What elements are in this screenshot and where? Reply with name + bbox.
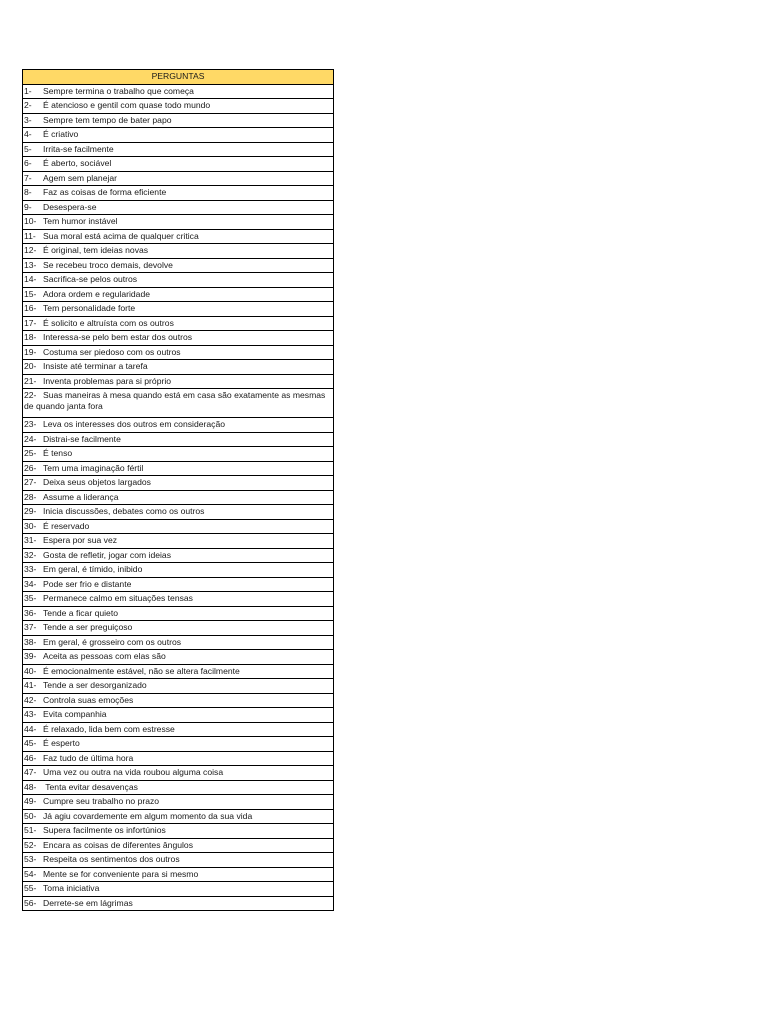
- question-cell[interactable]: [23, 447, 334, 462]
- question-text: Uma vez ou outra na vida roubou alguma coisa: [43, 767, 224, 777]
- question-cell[interactable]: [23, 519, 334, 534]
- table-row: [23, 113, 334, 128]
- question-cell[interactable]: [23, 766, 334, 781]
- question-text: Derrete-se em lágrimas: [43, 897, 133, 908]
- question-cell[interactable]: [23, 505, 334, 520]
- question-number: 54-: [24, 868, 37, 879]
- question-text: Já agiu covardemente em algum momento da sua vida: [43, 810, 253, 821]
- question-text: É atencioso e gentil com quase todo mundo: [43, 100, 211, 110]
- question-number: 51-: [24, 825, 37, 835]
- table-row: [23, 490, 334, 505]
- question-number: 49-: [24, 796, 37, 806]
- table-row: [23, 331, 334, 346]
- question-cell[interactable]: [23, 896, 334, 911]
- question-number: 4-: [24, 129, 32, 139]
- question-text: Sua moral está acima de qualquer critica: [43, 230, 199, 241]
- question-number: 25-: [24, 448, 37, 458]
- question-number: 20-: [24, 361, 37, 371]
- question-number: 30-: [24, 520, 37, 531]
- question-number: 39-: [24, 651, 37, 661]
- table-row: [23, 142, 334, 157]
- question-text: É original, tem ideias novas: [43, 245, 149, 255]
- question-text: Assume a liderança: [43, 491, 119, 502]
- question-cell[interactable]: [23, 882, 334, 897]
- table-row: [23, 722, 334, 737]
- question-text: Se recebeu troco demais, devolve: [43, 259, 173, 270]
- question-text: É reservado: [43, 520, 90, 531]
- question-number: 41-: [24, 680, 37, 690]
- question-text: Em geral, é tímido, inibido: [43, 564, 143, 574]
- table-row: [23, 345, 334, 360]
- question-number: 29-: [24, 506, 37, 516]
- question-text: Encara as coisas de diferentes ângulos: [43, 839, 194, 850]
- question-number: 50-: [24, 810, 37, 821]
- table-row: [23, 447, 334, 462]
- question-cell[interactable]: [23, 171, 334, 186]
- question-cell[interactable]: [23, 606, 334, 621]
- table-row: [23, 809, 334, 824]
- question-cell[interactable]: [23, 287, 334, 302]
- table-row: [23, 664, 334, 679]
- table-row: [23, 606, 334, 621]
- question-text: Desespera-se: [43, 201, 97, 212]
- question-cell[interactable]: [23, 128, 334, 143]
- question-number: 6-: [24, 158, 32, 168]
- question-text: Sempre tem tempo de bater papo: [43, 114, 172, 125]
- table-row: [23, 548, 334, 563]
- question-text: Adora ordem e regularidade: [43, 288, 151, 299]
- question-number: 8-: [24, 187, 32, 197]
- question-cell[interactable]: [23, 200, 334, 215]
- question-cell[interactable]: [23, 360, 334, 375]
- question-number: 27-: [24, 477, 37, 487]
- question-text: É aberto, sociável: [43, 158, 112, 168]
- question-text: Tende a ser preguiçoso: [43, 622, 133, 632]
- question-cell[interactable]: [23, 867, 334, 882]
- question-cell[interactable]: [23, 780, 334, 795]
- table-row: [23, 215, 334, 230]
- table-row: [23, 200, 334, 215]
- table-row: [23, 99, 334, 114]
- question-cell[interactable]: [23, 853, 334, 868]
- question-text: Tenta evitar desavenças: [43, 781, 138, 792]
- question-cell[interactable]: [23, 99, 334, 114]
- question-text: É emocionalmente estável, não se altera facilmente: [43, 665, 240, 676]
- table-row: [23, 316, 334, 331]
- question-cell[interactable]: [23, 563, 334, 578]
- question-text: Distrai-se facilmente: [43, 433, 121, 444]
- question-cell[interactable]: [23, 157, 334, 172]
- table-row: [23, 693, 334, 708]
- question-text: Insiste até terminar a tarefa: [43, 361, 148, 371]
- table-row: [23, 157, 334, 172]
- question-text: Inventa problemas para si próprio: [43, 375, 172, 386]
- question-cell[interactable]: [23, 838, 334, 853]
- question-number: 12-: [24, 245, 37, 255]
- question-number: 24-: [24, 433, 37, 444]
- question-cell[interactable]: [23, 316, 334, 331]
- question-cell[interactable]: [23, 345, 334, 360]
- question-number: 13-: [24, 259, 37, 270]
- header-row: [23, 70, 334, 85]
- question-text: Irrita-se facilmente: [43, 143, 114, 154]
- table-row: [23, 795, 334, 810]
- question-text: Tem uma imaginação fértil: [43, 462, 144, 473]
- question-text: Tende a ser desorganizado: [43, 680, 147, 690]
- question-number: 36-: [24, 607, 37, 618]
- question-text: Controla suas emoções: [43, 694, 134, 705]
- question-cell[interactable]: [23, 461, 334, 476]
- question-number: 9-: [24, 201, 32, 212]
- table-row: [23, 273, 334, 288]
- table-row: [23, 635, 334, 650]
- question-number: 53-: [24, 854, 37, 864]
- question-number: 23-: [24, 419, 37, 429]
- question-number: 43-: [24, 709, 37, 719]
- question-cell[interactable]: [23, 84, 334, 99]
- question-number: 22-: [24, 390, 37, 400]
- table-row: [23, 432, 334, 447]
- table-row: [23, 679, 334, 694]
- table-row: [23, 374, 334, 389]
- question-text: Sempre termina o trabalho que começa: [43, 85, 194, 96]
- table-row: [23, 737, 334, 752]
- question-cell[interactable]: [23, 751, 334, 766]
- question-text: Inicia discussões, debates como os outros: [43, 506, 205, 516]
- question-text: Aceita as pessoas com elas são: [43, 651, 166, 661]
- question-text: Sacrifica-se pelos outros: [43, 274, 138, 284]
- table-row: [23, 592, 334, 607]
- question-cell[interactable]: [23, 113, 334, 128]
- table-row: [23, 780, 334, 795]
- question-text: Faz as coisas de forma eficiente: [43, 187, 167, 197]
- table-row: [23, 824, 334, 839]
- question-cell[interactable]: [23, 809, 334, 824]
- table-row: [23, 853, 334, 868]
- question-number: 10-: [24, 216, 37, 226]
- question-number: 15-: [24, 288, 37, 299]
- table-row: [23, 476, 334, 491]
- question-cell[interactable]: [23, 389, 334, 418]
- table-row: [23, 258, 334, 273]
- question-text: Em geral, é grosseiro com os outros: [43, 636, 182, 647]
- question-number: 3-: [24, 114, 32, 125]
- table-row: [23, 563, 334, 578]
- question-number: 48-: [24, 781, 37, 792]
- question-cell[interactable]: [23, 418, 334, 433]
- table-row: [23, 389, 334, 418]
- question-text: É solicito e altruísta com os outros: [43, 317, 174, 328]
- question-cell[interactable]: [23, 490, 334, 505]
- question-text: Suas maneiras à mesa quando está em casa são exatamente as mesmas de quando janta fora: [24, 390, 326, 411]
- question-text: Pode ser frio e distante: [43, 578, 132, 589]
- question-cell[interactable]: [23, 534, 334, 549]
- header-cell[interactable]: PERGUNTAS: [23, 70, 334, 85]
- question-cell[interactable]: [23, 722, 334, 737]
- question-text: Mente se for conveniente para si mesmo: [43, 868, 199, 879]
- question-number: 14-: [24, 274, 37, 284]
- question-number: 35-: [24, 593, 37, 603]
- questions-body: [23, 84, 334, 911]
- question-cell[interactable]: [23, 258, 334, 273]
- question-cell[interactable]: [23, 635, 334, 650]
- table-row: [23, 621, 334, 636]
- table-row: [23, 244, 334, 259]
- question-number: 28-: [24, 491, 37, 502]
- question-text: Evita companhia: [43, 709, 107, 719]
- question-number: 26-: [24, 462, 37, 473]
- question-number: 45-: [24, 738, 37, 748]
- table-row: [23, 505, 334, 520]
- table-row: [23, 882, 334, 897]
- table-row: [23, 650, 334, 665]
- question-cell[interactable]: [23, 186, 334, 201]
- question-cell[interactable]: [23, 331, 334, 346]
- question-cell[interactable]: [23, 374, 334, 389]
- table-row: [23, 171, 334, 186]
- question-cell[interactable]: [23, 708, 334, 723]
- question-number: 7-: [24, 172, 32, 183]
- question-text: Interessa-se pelo bem estar dos outros: [43, 332, 193, 342]
- question-number: 31-: [24, 535, 37, 545]
- question-number: 44-: [24, 723, 37, 734]
- question-number: 38-: [24, 636, 37, 647]
- question-cell[interactable]: [23, 592, 334, 607]
- table-row: [23, 128, 334, 143]
- question-number: 56-: [24, 897, 37, 908]
- question-cell[interactable]: [23, 795, 334, 810]
- question-number: 37-: [24, 622, 37, 632]
- table-row: [23, 766, 334, 781]
- question-text: Agem sem planejar: [43, 172, 118, 183]
- question-cell[interactable]: [23, 650, 334, 665]
- question-number: 21-: [24, 375, 37, 386]
- question-number: 42-: [24, 694, 37, 705]
- question-number: 19-: [24, 346, 37, 357]
- question-cell[interactable]: [23, 621, 334, 636]
- table-row: [23, 896, 334, 911]
- question-text: Tem personalidade forte: [43, 303, 136, 313]
- table-row: [23, 577, 334, 592]
- question-number: 52-: [24, 839, 37, 850]
- question-cell[interactable]: [23, 679, 334, 694]
- question-text: Toma iniciativa: [43, 883, 100, 893]
- table-row: [23, 708, 334, 723]
- question-cell[interactable]: [23, 215, 334, 230]
- question-number: 11-: [24, 230, 36, 241]
- question-text: Gosta de refletir, jogar com ideias: [43, 549, 172, 560]
- question-number: 46-: [24, 752, 37, 763]
- question-text: Cumpre seu trabalho no prazo: [43, 796, 160, 806]
- table-row: [23, 229, 334, 244]
- question-cell[interactable]: [23, 476, 334, 491]
- questions-table: [22, 69, 334, 911]
- question-number: 5-: [24, 143, 32, 154]
- table-row: [23, 287, 334, 302]
- question-cell[interactable]: [23, 244, 334, 259]
- question-number: 34-: [24, 578, 37, 589]
- question-cell[interactable]: [23, 432, 334, 447]
- question-text: Espera por sua vez: [43, 535, 118, 545]
- question-cell[interactable]: [23, 824, 334, 839]
- table-row: [23, 534, 334, 549]
- question-number: 2-: [24, 100, 32, 110]
- question-text: É esperto: [43, 738, 80, 748]
- question-number: 17-: [24, 317, 37, 328]
- question-text: Tende a ficar quieto: [43, 607, 119, 618]
- question-cell[interactable]: [23, 664, 334, 679]
- question-text: Tem humor instável: [43, 216, 118, 226]
- table-row: [23, 519, 334, 534]
- question-text: Deixa seus objetos largados: [43, 477, 151, 487]
- question-cell[interactable]: [23, 273, 334, 288]
- table-row: [23, 360, 334, 375]
- question-number: 32-: [24, 549, 37, 560]
- table-row: [23, 751, 334, 766]
- question-number: 33-: [24, 564, 37, 574]
- question-number: 40-: [24, 665, 37, 676]
- question-number: 1-: [24, 85, 32, 96]
- question-cell[interactable]: [23, 577, 334, 592]
- question-text: É tenso: [43, 448, 73, 458]
- question-text: Permanece calmo em situações tensas: [43, 593, 193, 603]
- question-cell[interactable]: [23, 548, 334, 563]
- question-text: Supera facilmente os infortúnios: [43, 825, 166, 835]
- question-text: É criativo: [43, 129, 79, 139]
- table-row: [23, 838, 334, 853]
- question-text: Costuma ser piedoso com os outros: [43, 346, 181, 357]
- question-number: 16-: [24, 303, 37, 313]
- question-text: É relaxado, lida bem com estresse: [43, 723, 175, 734]
- question-cell[interactable]: [23, 693, 334, 708]
- table-row: [23, 461, 334, 476]
- question-cell[interactable]: [23, 302, 334, 317]
- question-number: 18-: [24, 332, 37, 342]
- table-row: [23, 867, 334, 882]
- question-text: Respeita os sentimentos dos outros: [43, 854, 180, 864]
- question-text: Faz tudo de última hora: [43, 752, 134, 763]
- table-row: [23, 302, 334, 317]
- question-cell[interactable]: [23, 737, 334, 752]
- table-row: [23, 418, 334, 433]
- table-row: [23, 186, 334, 201]
- table-row: [23, 84, 334, 99]
- question-number: 47-: [24, 767, 37, 777]
- question-cell[interactable]: [23, 142, 334, 157]
- question-number: 55-: [24, 883, 37, 893]
- question-text: Leva os interesses dos outros em consideração: [43, 419, 226, 429]
- question-cell[interactable]: [23, 229, 334, 244]
